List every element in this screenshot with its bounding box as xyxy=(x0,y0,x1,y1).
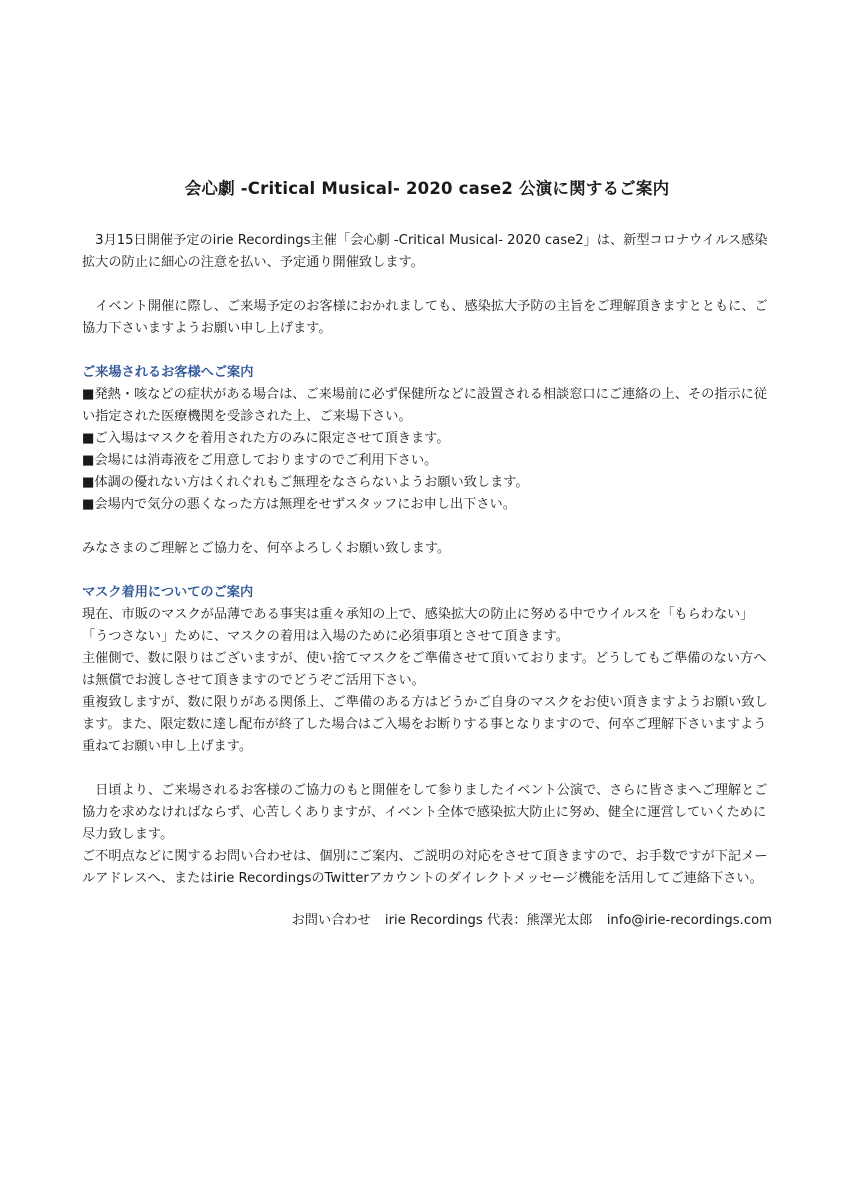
visitors-section-heading: ご来場されるお客様へご案内 xyxy=(82,365,254,380)
intro-paragraph-2: イベント開催に際し、ご来場予定のお客様におかれましても、感染拡大予防の主旨をご理解頂きますとともに、ご協力下さいますようお願い申し上げます。 xyxy=(82,299,768,336)
mask-paragraph-1: 現在、市販のマスクが品薄である事実は重々承知の上で、感染拡大の防止に努める中でウイルスを「もらわない」「うつさない」ために、マスクの着用は入場のために必須事項とさせて頂きます。 xyxy=(82,607,754,644)
mask-paragraph-2: 主催側で、数に限りはございますが、使い捨てマスクをご準備させて頂いております。どうしてもご準備のない方へは無償でお渡しさせて頂きますのでどうぞご活用下さい。 xyxy=(82,651,767,688)
visitor-notice-item: ■ご入場はマスクを着用された方のみに限定させて頂きます。 xyxy=(82,431,450,446)
visitors-closing: みなさまのご理解とご協力を、何卒よろしくお願い致します。 xyxy=(82,541,451,556)
page-title: 会心劇 -Critical Musical- 2020 case2 公演に関するご案内 xyxy=(184,179,670,198)
mask-section-heading: マスク着用についてのご案内 xyxy=(82,585,254,600)
document-body xyxy=(82,230,772,890)
visitor-notice-item: ■会場内で気分の悪くなった方は無理をせずスタッフにお申し出下さい。 xyxy=(82,497,516,512)
contact-organization: irie Recordings 代表：熊澤光太郎 xyxy=(384,913,593,928)
visitor-notice-item: ■会場には消毒液をご用意しておりますのでご利用下さい。 xyxy=(82,453,438,468)
visitor-notice-item: ■体調の優れない方はくれぐれもご無理をなさらないようお願い致します。 xyxy=(82,475,529,490)
contact-email[interactable]: info@irie-recordings.com xyxy=(606,913,772,928)
intro-paragraph-1: 3月15日開催予定のirie Recordings主催「会心劇 -Critical Musical- 2020 case2」は、新型コロナウイルス感染拡大の防止に細心の注意を払い、予定通り開催致します。 xyxy=(82,233,768,270)
closing-paragraph-1: 日頃より、ご来場されるお客様のご協力のもと開催をして参りましたイベント公演で、さらに皆さまへご理解とご協力を求めなければならず、心苦しくありますが、イベント全体で感染拡大防止に努め、健全に運営していくために尽力致します。 xyxy=(82,783,768,842)
visitor-notice-item: ■発熱・咳などの症状がある場合は、ご来場前に必ず保健所などに設置される相談窓口にご連絡の上、その指示に従い指定された医療機関を受診された上、ご来場下さい。 xyxy=(82,387,768,424)
closing-paragraph-2: ご不明点などに関するお問い合わせは、個別にご案内、ご説明の対応をさせて頂きますので、お手数ですが下記メールアドレスへ、またはirie RecordingsのTwitterアカウントのダイレクトメッセージ機能を活用してご連絡下さい。 xyxy=(82,849,768,886)
mask-paragraph-3: 重複致しますが、数に限りがある関係上、ご準備のある方はどうかご自身のマスクをお使い頂きますようお願い致します。また、限定数に達し配布が終了した場合はご入場をお断りする事となりますので、何卒ご理解下さいますよう重ねてお願い申し上げます。 xyxy=(82,695,768,754)
contact-label: お問い合わせ xyxy=(291,913,371,928)
contact-line xyxy=(292,910,772,932)
